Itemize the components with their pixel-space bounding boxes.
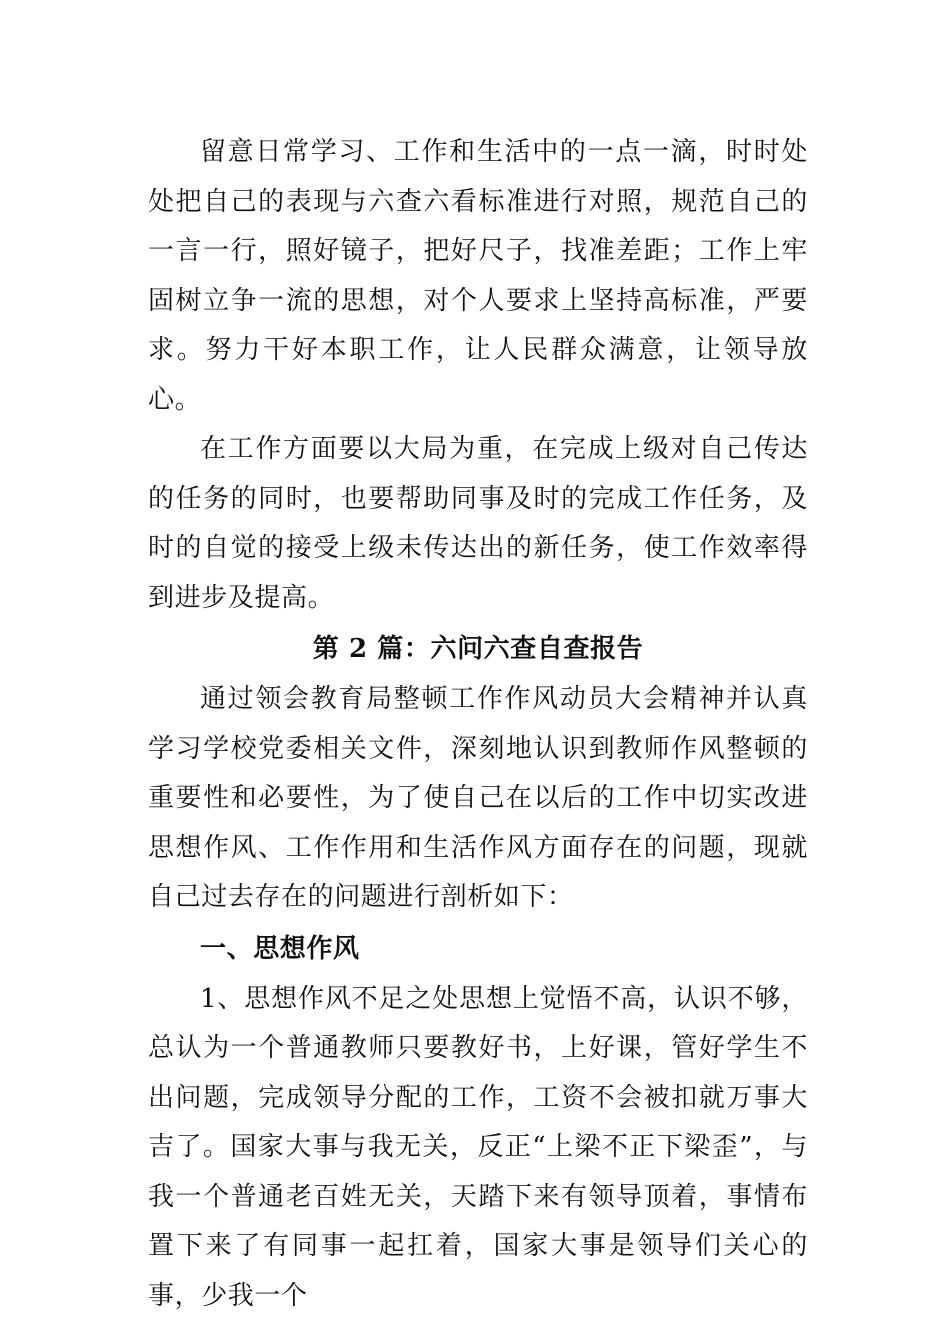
intro-paragraph: 通过领会教育局整顿工作作风动员大会精神并认真学习学校党委相关文件，深刻地认识到教师作风整顿的重要性和必要性，为了使自己在以后的工作中切实改进思想作风、工作作用和生活作风方面存在的问题，现就自己过去存在的问题进行剖析如下： (148, 684, 808, 912)
section-title: 第 2 篇：六问六查自查报告 (312, 634, 644, 664)
document-body (148, 128, 808, 1321)
body-paragraph-2: 在工作方面要以大局为重，在完成上级对自己传达的任务的同时，也要帮助同事及时的完成工作任务，及时的自觉的接受上级未传达出的新任务，使工作效率得到进步及提高。 (148, 434, 808, 613)
subsection-paragraph: 1、思想作风不足之处思想上觉悟不高，认识不够，总认为一个普通教师只要教好书，上好课，管好学生不出问题，完成领导分配的工作，工资不会被扣就万事大吉了。国家大事与我无关，反正“上梁不正下梁歪”，与我一个普通老百姓无关，天踏下来有领导顶着，事情布置下来了有同事一起扛着，国家大事是领导们关心的事，少我一个 (148, 983, 808, 1311)
body-paragraph-1: 留意日常学习、工作和生活中的一点一滴，时时处处把自己的表现与六查六看标准进行对照，规范自己的一言一行，照好镜子，把好尺子，找准差距；工作上牢固树立争一流的思想，对个人要求上坚持高标准，严要求。努力干好本职工作，让人民群众满意，让领导放心。 (148, 137, 808, 415)
subsection-title: 一、思想作风 (200, 933, 360, 964)
